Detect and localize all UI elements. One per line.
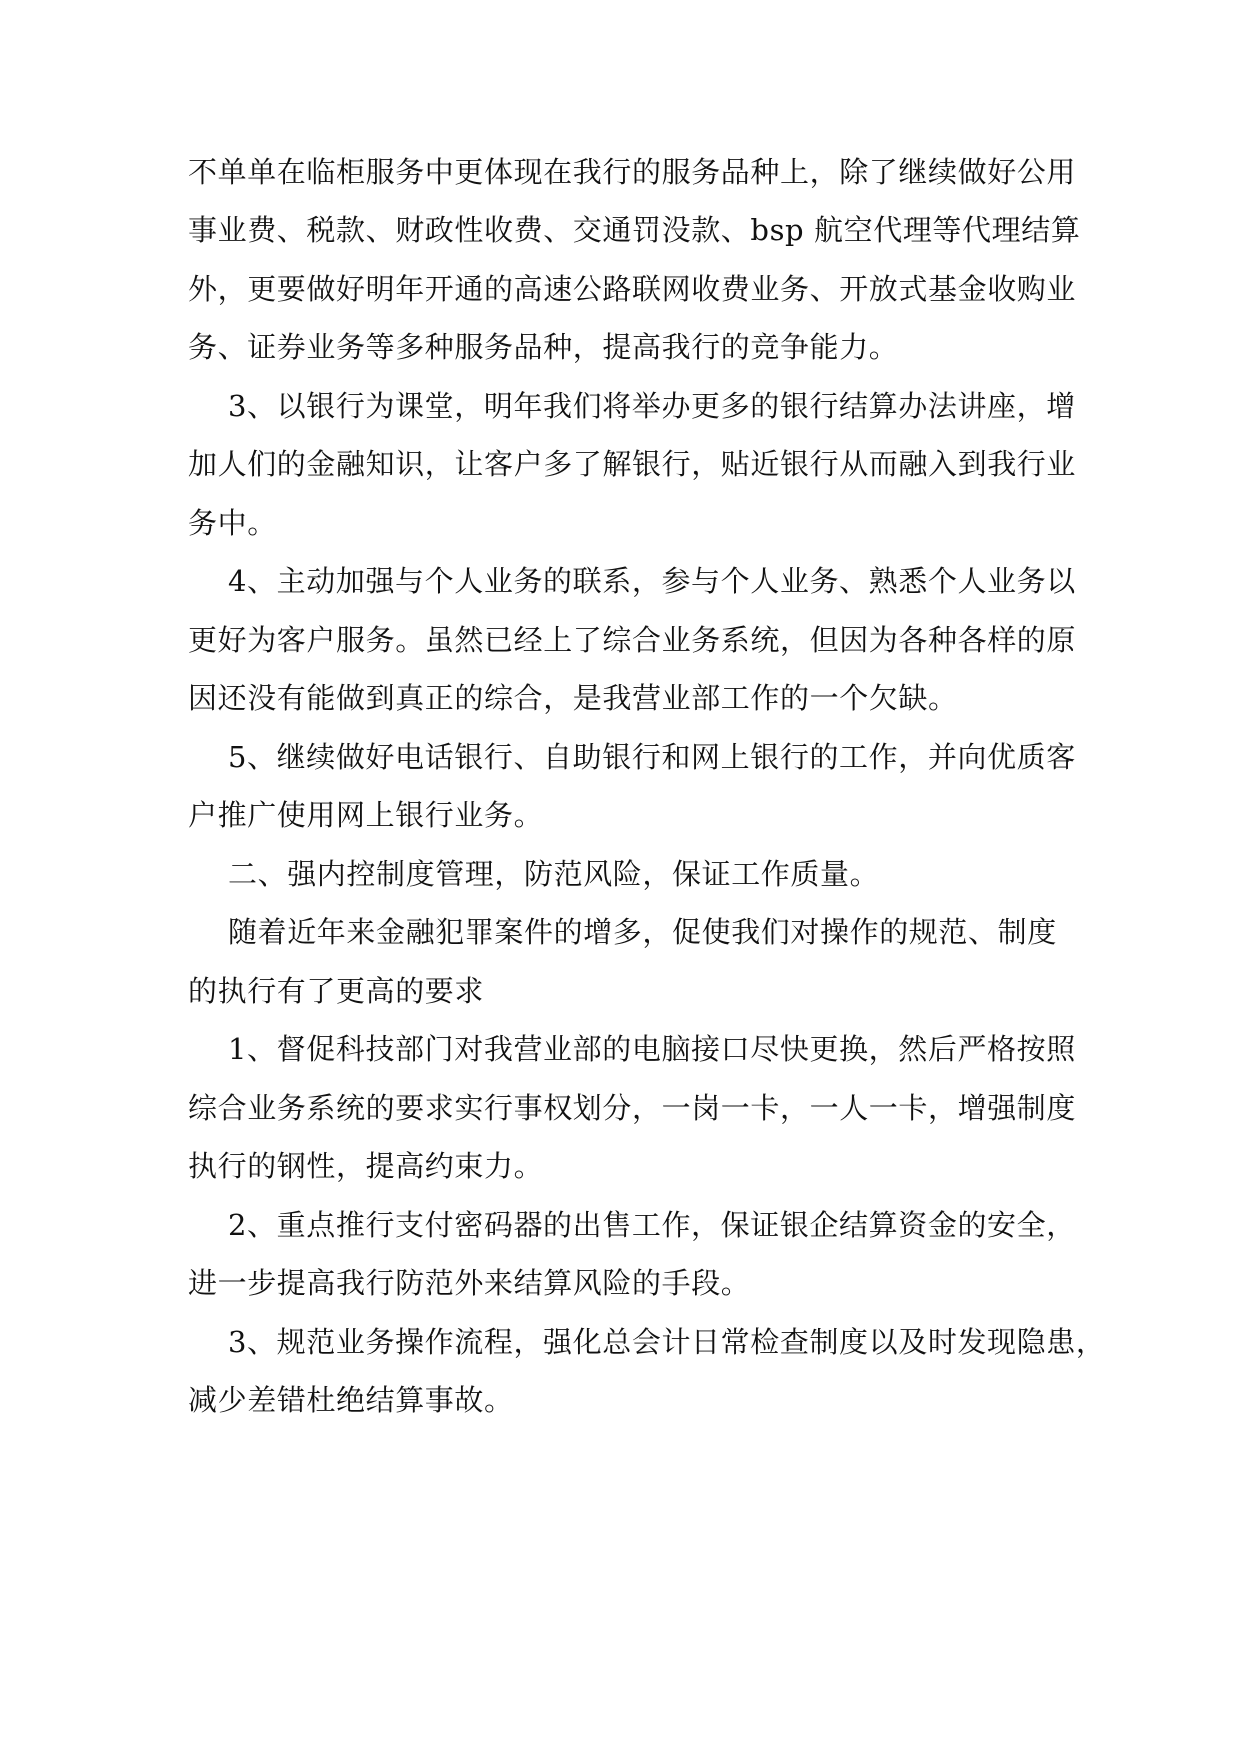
text-line: 执行的钢性，提高约束力。 [188, 1149, 544, 1183]
text-line: 务、证券业务等多种服务品种，提高我行的竞争能力。 [188, 330, 899, 364]
text-line: 减少差错杜绝结算事故。 [188, 1383, 514, 1417]
paragraph-first-line: 4、主动加强与个人业务的联系，参与个人业务、熟悉个人业务以 [228, 564, 1076, 598]
text-line: 的执行有了更高的要求 [188, 974, 485, 1008]
text-line: 不单单在临柜服务中更体现在我行的服务品种上，除了继续做好公用 [188, 155, 1077, 189]
paragraph-first-line: 1、督促科技部门对我营业部的电脑接口尽快更换，然后严格按照 [228, 1032, 1076, 1066]
section-heading: 二、强内控制度管理，防范风险，保证工作质量。 [228, 857, 880, 891]
text-line: 户推广使用网上银行业务。 [188, 798, 544, 832]
paragraph-first-line: 5、继续做好电话银行、自助银行和网上银行的工作，并向优质客 [228, 740, 1076, 774]
paragraph-first-line: 2、重点推行支付密码器的出售工作，保证银企结算资金的安全， [228, 1208, 1076, 1242]
text-line: 外，更要做好明年开通的高速公路联网收费业务、开放式基金收购业 [188, 272, 1077, 306]
text-line: 务中。 [188, 506, 277, 540]
paragraph-first-line: 随着近年来金融犯罪案件的增多，促使我们对操作的规范、制度 [228, 915, 1057, 949]
text-line: 更好为客户服务。虽然已经上了综合业务系统，但因为各种各样的原 [188, 623, 1077, 657]
paragraph-first-line: 3、规范业务操作流程，强化总会计日常检查制度以及时发现隐患， [228, 1325, 1106, 1359]
text-line: 加人们的金融知识，让客户多了解银行，贴近银行从而融入到我行业 [188, 447, 1077, 481]
text-line: 进一步提高我行防范外来结算风险的手段。 [188, 1266, 751, 1300]
text-line: 事业费、税款、财政性收费、交通罚没款、bsp 航空代理等代理结算 [188, 213, 1081, 247]
text-line: 因还没有能做到真正的综合，是我营业部工作的一个欠缺。 [188, 681, 958, 715]
paragraph-first-line: 3、以银行为课堂，明年我们将举办更多的银行结算办法讲座，增 [228, 389, 1076, 423]
text-line: 综合业务系统的要求实行事权划分，一岗一卡，一人一卡，增强制度 [188, 1091, 1077, 1125]
